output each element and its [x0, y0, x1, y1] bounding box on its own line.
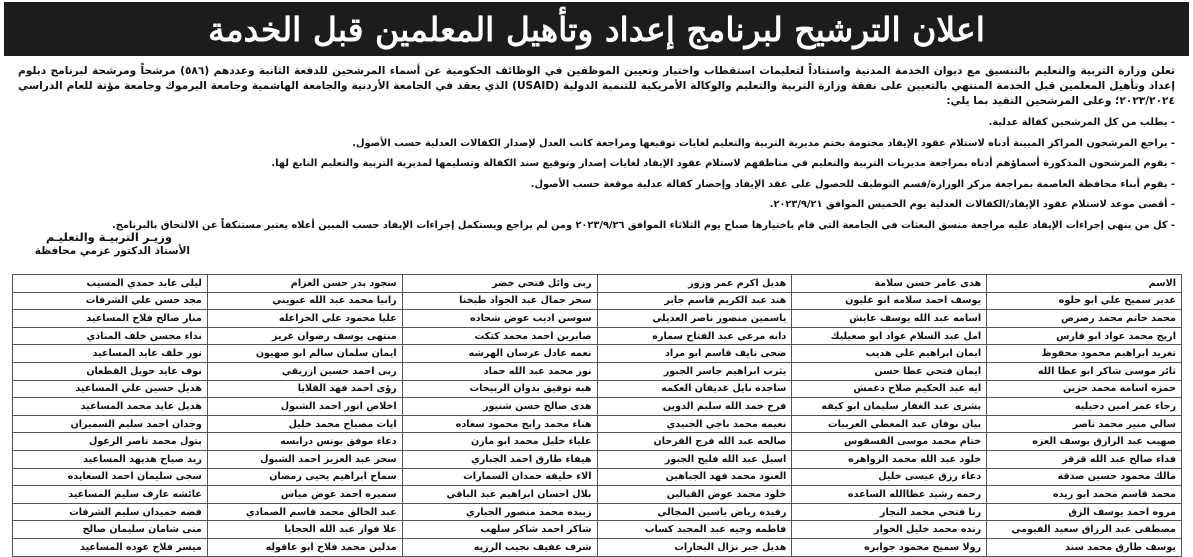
- candidate-name-cell: اسيل عبد الله فليح الجبور: [597, 450, 792, 468]
- intro-paragraph: تعلن وزارة التربية والتعليم بالتنسيق مع ديوان الخدمة المدنية واستناداً لتعليمات استقطاب واختيار وتعيين الموظفين في الوظائف الحكومية عن أسماء المرشحين للدفعة الثانية وعددهم (٥٨٦) مرشحاً ومرشحة لبرنامج دبلوم إعداد وتأهيل المعلمين قبل الخدمة المنتهي بالتعيين على نفقة وزارة التربية والتعليم والوكالة الأمريكية للتنمية الدولية (USAID) الذي يعقد في الجامعة الأردنية والجامعة الهاشمية وجامعة اليرموك وجامعة مؤتة للعام الدراسي ٢٠٢٣/٢٠٢٤؛ وعلى المرشحين التقيد بما يلي:: [18, 65, 1175, 107]
- candidate-name-cell: علا فواز عبد الله الحجايا: [207, 521, 402, 539]
- candidate-name-cell: نعمه عادل عرسان الهرشه: [402, 345, 597, 363]
- candidate-name-cell: رنا فتحي محمد النجار: [792, 503, 987, 521]
- candidate-name-cell: مدلين محمد فلاح ابو عاقوله: [207, 538, 402, 556]
- candidate-name-cell: يوسف احمد سلامه ابو غليون: [792, 292, 987, 310]
- table-row: [13, 486, 1182, 504]
- table-row: [13, 433, 1182, 451]
- candidate-name-cell: سميره احمد عوض مياس: [207, 486, 402, 504]
- candidate-name-cell: شاكر احمد شاكر سلهب: [402, 521, 597, 539]
- candidate-name-cell: دعاء موفق يونس درابسه: [207, 433, 402, 451]
- candidate-name-cell: عليا محمود علي الخزاعله: [207, 310, 402, 328]
- candidate-name-cell: هديل حسين علي المساعيد: [13, 380, 208, 398]
- candidate-name-cell: رانيا محمد عبد الله عبويني: [207, 292, 402, 310]
- candidate-name-cell: خلود محمد عوض القيالين: [597, 486, 792, 504]
- instructions-list: [22, 113, 1175, 236]
- table-row: [13, 538, 1182, 556]
- candidate-name-cell: ختام محمد موسى القسقوس: [792, 433, 987, 451]
- instruction-item: - يقوم أبناء محافظة العاصمة بمراجعة مركز الوزارة/قسم التوظيف للحصول على عقد الإيفاد وإحضار كفالة عدلية موقعة حسب الأصول.: [22, 175, 1175, 196]
- table-header-cell: الاسم: [987, 275, 1182, 293]
- candidate-name-cell: وجدان احمد سليم السميران: [13, 415, 208, 433]
- candidate-name-cell: علياء خليل محمد ابو مازن: [402, 433, 597, 451]
- candidate-name-cell: ايمان فتحي عطا حسن: [792, 362, 987, 380]
- candidate-name-cell: بيان نوفان عبد المعطي العريبات: [792, 415, 987, 433]
- instruction-item: - كل من ينهي إجراءات الإيفاد عليه مراجعة منسق البعثات في الجامعة التي قام باختيارها صباح يوم الثلاثاء الموافق ٢٠٢٣/٩/٢٦ ومن لم يراجع ويستكمل إجراءات الإيفاد حسب المبين أعلاه يعتبر مستنكفاً عن الالتحاق بالبرنامج.: [22, 216, 1175, 237]
- candidate-name-cell: يوسف طارق محمد سند: [987, 538, 1182, 556]
- table-header-row: [13, 275, 1182, 293]
- candidate-name-cell: هدى عامر حسن سلامة: [792, 275, 987, 293]
- candidate-name-cell: ياسمين منصور ناصر العديلي: [597, 310, 792, 328]
- table-row: [13, 380, 1182, 398]
- candidate-name-cell: غدير سميح علي ابو حلوه: [987, 292, 1182, 310]
- candidate-name-cell: فضه حميدان سليم الشرفات: [13, 503, 208, 521]
- announcement-title: اعلان الترشيح لبرنامج إعداد وتأهيل المعلمين قبل الخدمة: [4, 2, 1189, 56]
- candidate-name-cell: محمد قاسم محمد ابو ريده: [987, 486, 1182, 504]
- candidate-name-cell: محمد حاتم محمد رصرص: [987, 310, 1182, 328]
- instruction-item: - يراجع المرشحون المراكز المبينة أدناه لاستلام عقود الإيفاد مختومة بختم مديرية التربية والتعليم لغايات توقيعها ومراجعة كاتب العدل لإصدار الكفالات العدلية حسب الأصول.: [22, 134, 1175, 155]
- candidate-name-cell: زيد صياح هديهد المساعيد: [13, 450, 208, 468]
- candidate-name-cell: مروه احمد يوسف الزق: [987, 503, 1182, 521]
- table-row: [13, 521, 1182, 539]
- table-row: [13, 362, 1182, 380]
- candidate-name-cell: رؤى احمد فهد القلايا: [207, 380, 402, 398]
- candidate-name-cell: عبد الخالق محمد قاسم الصمادي: [207, 503, 402, 521]
- table-row: [13, 292, 1182, 310]
- table-row: [13, 345, 1182, 363]
- minister-name: الأستاذ الدكتور عزمي محافظة: [34, 245, 190, 257]
- candidate-name-cell: امل عبد السلام عواد ابو صعيليك: [792, 327, 987, 345]
- candidate-name-cell: ضحى نايف قاسم ابو مراد: [597, 345, 792, 363]
- table-row: [13, 310, 1182, 328]
- candidate-name-cell: يثرب ابراهيم جاسر الجبور: [597, 362, 792, 380]
- candidate-name-cell: هناء محمد رابح محمود سعاده: [402, 415, 597, 433]
- candidate-name-cell: ثائر موسى شاكر ابو عطا الله: [987, 362, 1182, 380]
- candidate-name-cell: ميسر فلاح عوده المساعيد: [13, 538, 208, 556]
- candidate-name-cell: بتول محمد ناصر الزغول: [13, 433, 208, 451]
- candidate-name-cell: سجود بدر حسن العزام: [207, 275, 402, 293]
- candidate-name-cell: ايمان سلمان سالم ابو صهيون: [207, 345, 402, 363]
- table-row: [13, 450, 1182, 468]
- candidate-name-cell: صهيب عبد الرازق يوسف العزه: [987, 433, 1182, 451]
- candidate-name-cell: زبيده محمد منصور الجباري: [402, 503, 597, 521]
- candidates-table: [12, 274, 1182, 557]
- candidate-name-cell: العنود محمد فهد الجباهين: [597, 468, 792, 486]
- candidate-name-cell: نوف عايد حويل القطعان: [13, 362, 208, 380]
- candidate-name-cell: سالي منير محمد ناصر: [987, 415, 1182, 433]
- candidate-name-cell: هيفاء طارق احمد الجباري: [402, 450, 597, 468]
- candidate-name-cell: اسامه عبد الله يوسف عايش: [792, 310, 987, 328]
- candidate-name-cell: ليلى عايد حمدي المسيب: [13, 275, 208, 293]
- candidate-name-cell: مصطفى عبد الرزاق سعيد الفيومي: [987, 521, 1182, 539]
- candidate-name-cell: هديل عايد محمد المساعيد: [13, 398, 208, 416]
- candidate-name-cell: مالك محمود حسين صدقه: [987, 468, 1182, 486]
- candidate-name-cell: تغريد ابراهيم محمود محفوظ: [987, 345, 1182, 363]
- candidate-name-cell: رنده محمد خليل الخوار: [792, 521, 987, 539]
- table-row: [13, 503, 1182, 521]
- candidate-name-cell: منتهى يوسف رضوان غريز: [207, 327, 402, 345]
- instruction-item: - أقصى موعد لاستلام عقود الإيفاد/الكفالات العدلية يوم الخميس الموافق ٢٠٢٣/٩/٢١.: [22, 195, 1175, 216]
- candidate-name-cell: رفيده رياض ياسين المجالي: [597, 503, 792, 521]
- candidate-name-cell: ساجده نايل غديفان العكمه: [597, 380, 792, 398]
- candidate-name-cell: رولا سميح محمود جوابره: [792, 538, 987, 556]
- table-row: [13, 398, 1182, 416]
- candidate-name-cell: رجاء عمر امين دحيليه: [987, 398, 1182, 416]
- table-row: [13, 468, 1182, 486]
- candidate-name-cell: شرف عفيف نجيب الرزيه: [402, 538, 597, 556]
- candidate-name-cell: سماح ابراهيم يحيى رمضان: [207, 468, 402, 486]
- candidate-name-cell: ايه عبد الحكيم صلاح دغمش: [792, 380, 987, 398]
- instruction-item: - يقوم المرشحون المذكورة أسماؤهم أدناه بمراجعة مديريات التربية والتعليم في مناطقهم لاستلام عقود الإيفاد لغايات إصدار وتوقيع سند الكفالة وتسليمها لمديرية التربية والتعليم التابع لها.: [22, 154, 1175, 175]
- candidate-name-cell: عائشه عارف سليم المساعيد: [13, 486, 208, 504]
- candidate-name-cell: مجد حسن علي الشرفات: [13, 292, 208, 310]
- candidate-name-cell: دعاء رزق عيسى خليل: [792, 468, 987, 486]
- candidate-name-cell: خلود عبد الله محمد الزواهره: [792, 450, 987, 468]
- candidate-name-cell: هديل اكرم عمر وزوز: [597, 275, 792, 293]
- candidate-name-cell: نعيمه محمد ناجي الجنيدي: [597, 415, 792, 433]
- candidate-name-cell: سجى سليمان احمد السعايده: [13, 468, 208, 486]
- table-row: [13, 327, 1182, 345]
- candidate-name-cell: نور خلف عايد المساعيد: [13, 345, 208, 363]
- candidate-name-cell: اخلاص انور احمد الشبول: [207, 398, 402, 416]
- instruction-item: - يطلب من كل المرشحين كفالة عدلية.: [22, 113, 1175, 134]
- announcement-page: [4, 2, 1189, 553]
- candidate-name-cell: بشرى عبد الغفار سليمان ابو كيفه: [792, 398, 987, 416]
- candidate-name-cell: ربى احمد حسين ازريقي: [207, 362, 402, 380]
- candidate-name-cell: هدى صالح حسن شنيور: [402, 398, 597, 416]
- candidate-name-cell: دانه مرعي عبد الفتاح سماره: [597, 327, 792, 345]
- candidate-name-cell: الاء خليفه حمدان السمارات: [402, 468, 597, 486]
- candidate-name-cell: حمزه اسامه محمد حزين: [987, 380, 1182, 398]
- candidate-name-cell: نور محمد عبد الله حماد: [402, 362, 597, 380]
- candidate-name-cell: سوسن اديب عوض شحاده: [402, 310, 597, 328]
- candidate-name-cell: سحر عبد العزيز احمد الشبول: [207, 450, 402, 468]
- candidate-name-cell: منار صالح فلاح المساعيد: [13, 310, 208, 328]
- candidate-name-cell: بلال احسان ابراهيم عبد الباقي: [402, 486, 597, 504]
- candidate-name-cell: اريج محمد عواد ابو فارس: [987, 327, 1182, 345]
- candidate-name-cell: صالحه عبد الله فرج القرحان: [597, 433, 792, 451]
- candidate-name-cell: هديل جبر نزال البحارات: [597, 538, 792, 556]
- candidate-name-cell: رحمه رشيد عطاالله الساعده: [792, 486, 987, 504]
- candidate-name-cell: هند عبد الكريم قاسم جابر: [597, 292, 792, 310]
- candidate-name-cell: فداء صالح عبد الله قرقز: [987, 450, 1182, 468]
- candidate-name-cell: ايمان ابراهيم علي هديب: [792, 345, 987, 363]
- candidate-name-cell: صابرين احمد محمد كتكت: [402, 327, 597, 345]
- candidate-name-cell: فاطمه وجيه عبد المجيد كساب: [597, 521, 792, 539]
- candidate-name-cell: ايات مصباح محمد خليل: [207, 415, 402, 433]
- candidate-name-cell: هبه توفيق بدوان الربيحات: [402, 380, 597, 398]
- minister-title: وزيـر التربيـة والتعليـم: [45, 230, 172, 244]
- candidate-name-cell: سحر جمال عبد الجواد طبخنا: [402, 292, 597, 310]
- candidate-name-cell: فرح حمد الله سليم الدوين: [597, 398, 792, 416]
- candidate-name-cell: ربى وائل فتحي خضر: [402, 275, 597, 293]
- candidate-name-cell: نداء محسن خلف المناذي: [13, 327, 208, 345]
- minister-signature: [20, 230, 190, 258]
- candidate-name-cell: منى شامان سليمان صالح: [13, 521, 208, 539]
- table-row: [13, 415, 1182, 433]
